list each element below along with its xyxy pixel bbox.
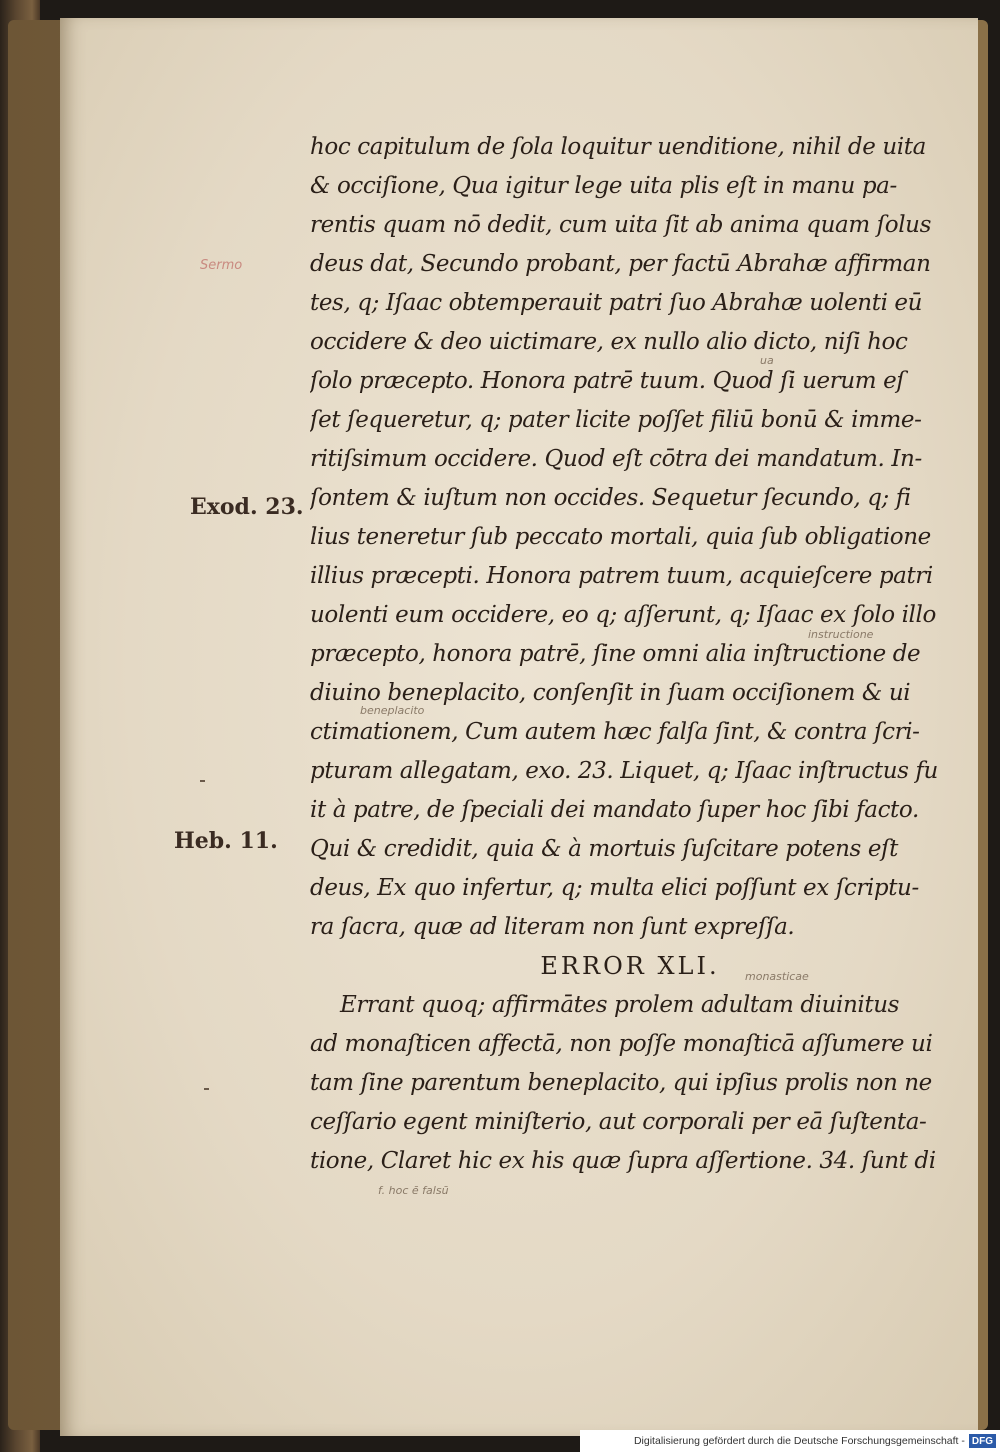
text-line: tes, q; Iſaac obtemperauit patri ſuo Abrahæ uolenti eū: [310, 290, 923, 316]
text-line: occidere & deo uictimare, ex nullo alio dicto, niſi hoc: [310, 329, 908, 355]
text-line: illius præcepti. Honora patrem tuum, acquieſcere patri: [310, 563, 933, 589]
text-line: ad monaſticen affectā, non poſſe monaſticā aſſumere ui: [310, 1031, 933, 1057]
text-line: ſolo præcepto. Honora patrē tuum. Quod ſi uerum eſ: [310, 368, 905, 394]
handwritten-note-instructione: instructione: [808, 628, 874, 641]
handwritten-note-sermo: Sermo: [200, 258, 243, 273]
text-line: ſontem & iuſtum non occides. Sequetur ſecundo, q; fi: [310, 485, 911, 511]
dfg-logo: DFG: [969, 1434, 996, 1448]
handwritten-note-monasticae: monasticae: [745, 970, 809, 983]
text-line: Qui & credidit, quia & à mortuis ſuſcitare potens eſt: [310, 836, 898, 862]
funding-credit: Digitalisierung gefördert durch die Deutsche Forschungsgemeinschaft -: [633, 1435, 965, 1447]
text-line: ctimationem, Cum autem hæc falſa ſint, & contra ſcri-: [310, 719, 920, 745]
section-heading: ERROR XLI.: [540, 952, 720, 980]
text-line: uolenti eum occidere, eo q; aſſerunt, q; Iſaac ex ſolo illo: [310, 602, 936, 628]
text-line: deus, Ex quo infertur, q; multa elici poſſunt ex ſcriptu-: [310, 875, 919, 901]
text-line: ceſſario egent miniſterio, aut corporali per eā ſuſtenta-: [310, 1109, 927, 1135]
margin-reference-hebrews: Heb. 11.: [174, 828, 278, 854]
text-line: lius teneretur ſub peccato mortali, quia ſub obligatione: [310, 524, 931, 550]
body-text: [310, 128, 950, 1181]
text-line: & occiſione, Qua igitur lege uita plis eſt in manu pa-: [310, 173, 897, 199]
text-line: diuino beneplacito, conſenſit in ſuam occiſionem & ui: [310, 680, 911, 706]
text-line: pturam allegatam, exo. 23. Liquet, q; Iſaac inſtructus fu: [310, 758, 938, 784]
text-line: ritiſsimum occidere. Quod eſt cōtra dei mandatum. In-: [310, 446, 922, 472]
handwritten-note-beneplacito: beneplacito: [360, 704, 425, 717]
text-line: tione, Claret hic ex his quæ ſupra aſſertione. 34. ſunt di: [310, 1148, 936, 1174]
text-line: ſet ſequeretur, q; pater licite poſſet filiū bonū & imme-: [310, 407, 922, 433]
text-line: ra ſacra, quæ ad literam non ſunt expreſſa.: [310, 914, 795, 940]
text-line: tam ſine parentum beneplacito, qui ipſius prolis non ne: [310, 1070, 932, 1096]
margin-mark: [204, 1088, 209, 1090]
handwritten-note-alio: ua: [760, 354, 774, 367]
margin-reference-exodus: Exod. 23.: [190, 494, 304, 520]
text-line: Errant quoq; affirmātes prolem adultam diuinitus: [340, 992, 900, 1018]
text-line: hoc capitulum de ſola loquitur uenditione, nihil de uita: [310, 134, 926, 160]
margin-mark: [200, 780, 205, 782]
handwritten-note-falsum: f. hoc ē falsū: [378, 1184, 449, 1197]
text-line: deus dat, Secundo probant, per factū Abrahæ affirman: [310, 251, 931, 277]
text-line: it à patre, de ſpeciali dei mandato ſuper hoc ſibi facto.: [310, 797, 919, 823]
text-line: rentis quam nō dedit, cum uita ſit ab anima quam ſolus: [310, 212, 931, 238]
digitization-footer: [580, 1430, 1000, 1452]
text-line: præcepto, honora patrē, ſine omni alia inſtructione de: [310, 641, 921, 667]
